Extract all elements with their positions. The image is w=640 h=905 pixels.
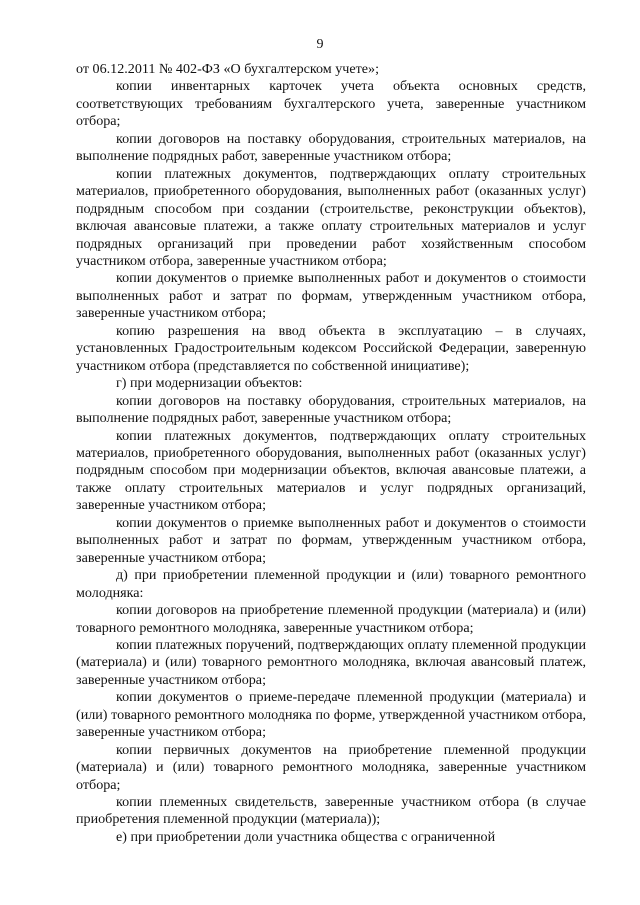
paragraph: копии документов о приеме-передаче племенной продукции (материала) и (или) товарного ремонтного молодняка по форме, утвержденной участником отбора, заверенные участником отбора; xyxy=(76,689,586,741)
paragraph: копии договоров на приобретение племенной продукции (материала) и (или) товарного ремонтного молодняка, заверенные участником отбора; xyxy=(76,602,586,636)
paragraph: копии договоров на поставку оборудования, строительных материалов, на выполнение подрядных работ, заверенные участником отбора; xyxy=(76,130,586,165)
paragraph: копии племенных свидетельств, заверенные участником отбора (в случае приобретения племенной продукции (материала)); xyxy=(76,794,586,828)
paragraph: копии документов о приемке выполненных работ и документов о стоимости выполненных работ и затрат по формам, утвержденным участником отбора, заверенные участником отбора; xyxy=(76,514,586,566)
page-number: 9 xyxy=(316,37,324,52)
paragraph: копии платежных поручений, подтверждающих оплату племенной продукции (материала) и (или) товарного ремонтного молодняка, включая авансовый платеж, заверенные участником отбора; xyxy=(76,636,586,688)
paragraph: копию разрешения на ввод объекта в эксплуатацию – в случаях, установленных Градостроительным кодексом Российской Федерации, заверенную участником отбора (представляется по собственной инициативе); xyxy=(76,322,586,374)
paragraph: копии договоров на поставку оборудования, строительных материалов, на выполнение подрядных работ, заверенные участником отбора; xyxy=(76,392,586,427)
paragraph: копии платежных документов, подтверждающих оплату строительных материалов, приобретенного оборудования, выполненных работ (оказанных услуг) подрядным способом при создании (строительстве, реконструкции объектов), включая авансовые платежи, а также оплату строительных материалов и услуг подрядных организаций при проведении работ хозяйственным способом участником отбора, заверенные участником отбора; xyxy=(76,165,586,269)
section-heading: д) при приобретении племенной продукции и (или) товарного ремонтного молодняка: xyxy=(76,567,586,601)
section-heading: г) при модернизации объектов: xyxy=(116,375,303,392)
section-heading: е) при приобретении доли участника общества с ограниченной xyxy=(116,828,496,845)
paragraph: копии инвентарных карточек учета объекта основных средств, соответствующих требованиям бухгалтерского учета, заверенные участником отбора; xyxy=(76,78,586,130)
paragraph: от 06.12.2011 № 402-ФЗ «О бухгалтерском учете»; xyxy=(76,61,379,77)
paragraph: копии платежных документов, подтверждающих оплату строительных материалов, приобретенного оборудования, выполненных работ (оказанных услуг) подрядным способом при модернизации объектов, включая авансовые платежи, а также оплату строительных материалов и услуг подрядных организаций, заверенные участником отбора; xyxy=(76,427,586,514)
paragraph: копии первичных документов на приобретение племенной продукции (материала) и (или) товарного ремонтного молодняка, заверенные участником отбора; xyxy=(76,741,586,793)
document-body xyxy=(76,61,586,846)
paragraph: копии документов о приемке выполненных работ и документов о стоимости выполненных работ и затрат по формам, утвержденным участником отбора, заверенные участником отбора; xyxy=(76,270,586,322)
